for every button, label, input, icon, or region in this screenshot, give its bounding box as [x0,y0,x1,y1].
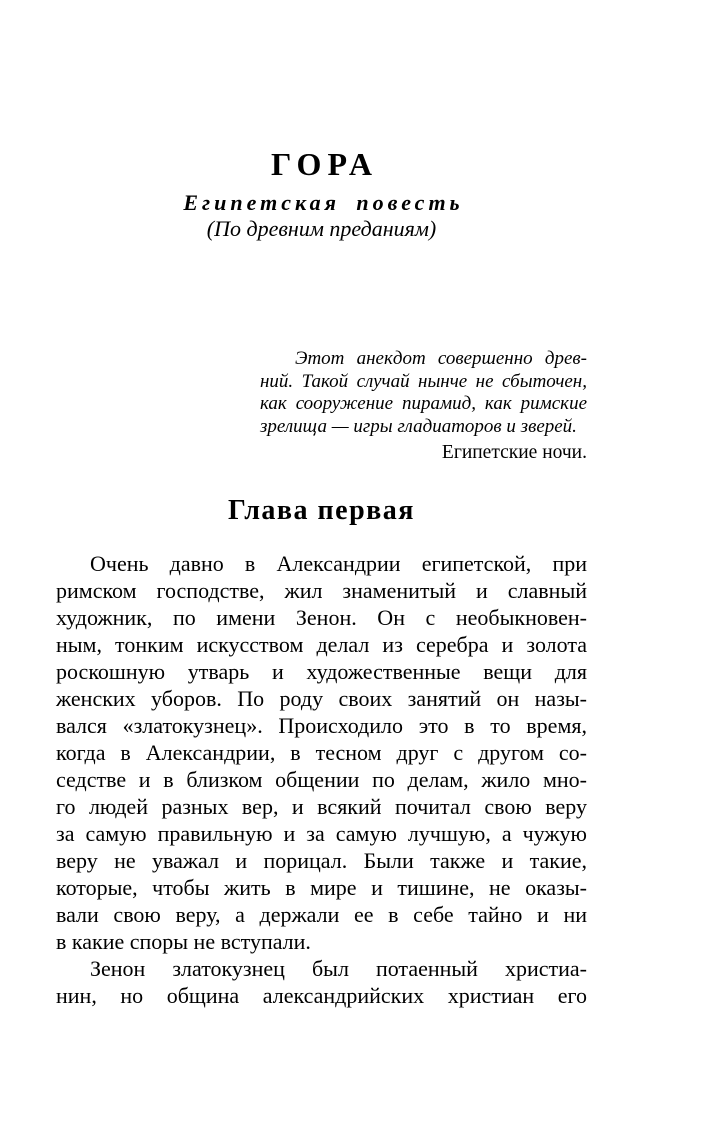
text-line: в какие споры не вступали. [56,929,311,954]
text-line: го людей разных вер, и всякий почитал свою веру [56,794,587,819]
text-line: нин, но община александрийских христиан его [56,983,587,1008]
epigraph-attribution: Египетские ночи. [441,442,587,463]
text-line: вался «златокузнец». Происходило это в то время, [56,713,587,738]
text-line: седстве и в близком общении по делам, жило мно- [56,767,587,792]
body-text [56,550,587,1009]
epigraph-line: Этот анекдот совершенно древ- [295,348,587,369]
text-line: за самую правильную и за самую лучшую, а чужую [56,821,587,846]
text-line: веру не уважал и порицал. Были также и такие, [56,848,587,873]
text-column [56,0,587,1009]
text-line: ным, тонким искусством делал из серебра и золота [56,632,587,657]
epigraph-line: как сооружение пирамид, как римские [260,393,587,414]
paragraph [56,550,587,955]
book-subtitle: Египетская повесть [183,190,464,215]
chapter-heading: Глава первая [228,495,415,526]
book-title: ГОРА [270,146,378,182]
text-line: Очень давно в Александрии египетской, при [90,551,587,576]
text-line: когда в Александрии, в тесном друг с другом со- [56,740,587,765]
epigraph [260,348,587,438]
text-line: которые, чтобы жить в мире и тишине, не оказы- [56,875,587,900]
paragraph [56,955,587,1009]
text-line: женских уборов. По роду своих занятий он назы- [56,686,587,711]
text-line: роскошную утварь и художественные вещи для [56,659,587,684]
text-line: вали свою веру, а держали ее в себе тайно и ни [56,902,587,927]
subtitle-note: (По древним преданиям) [206,216,437,241]
epigraph-line: зрелища — игры гладиаторов и зверей. [260,415,577,437]
text-line: римском господстве, жил знаменитый и славный [56,578,587,603]
text-line: художник, по имени Зенон. Он с необыкновен- [56,605,587,630]
text-line: Зенон златокузнец был потаенный христиа- [90,956,587,981]
epigraph-line: ний. Такой случай нынче не сбыточен, [260,370,587,392]
